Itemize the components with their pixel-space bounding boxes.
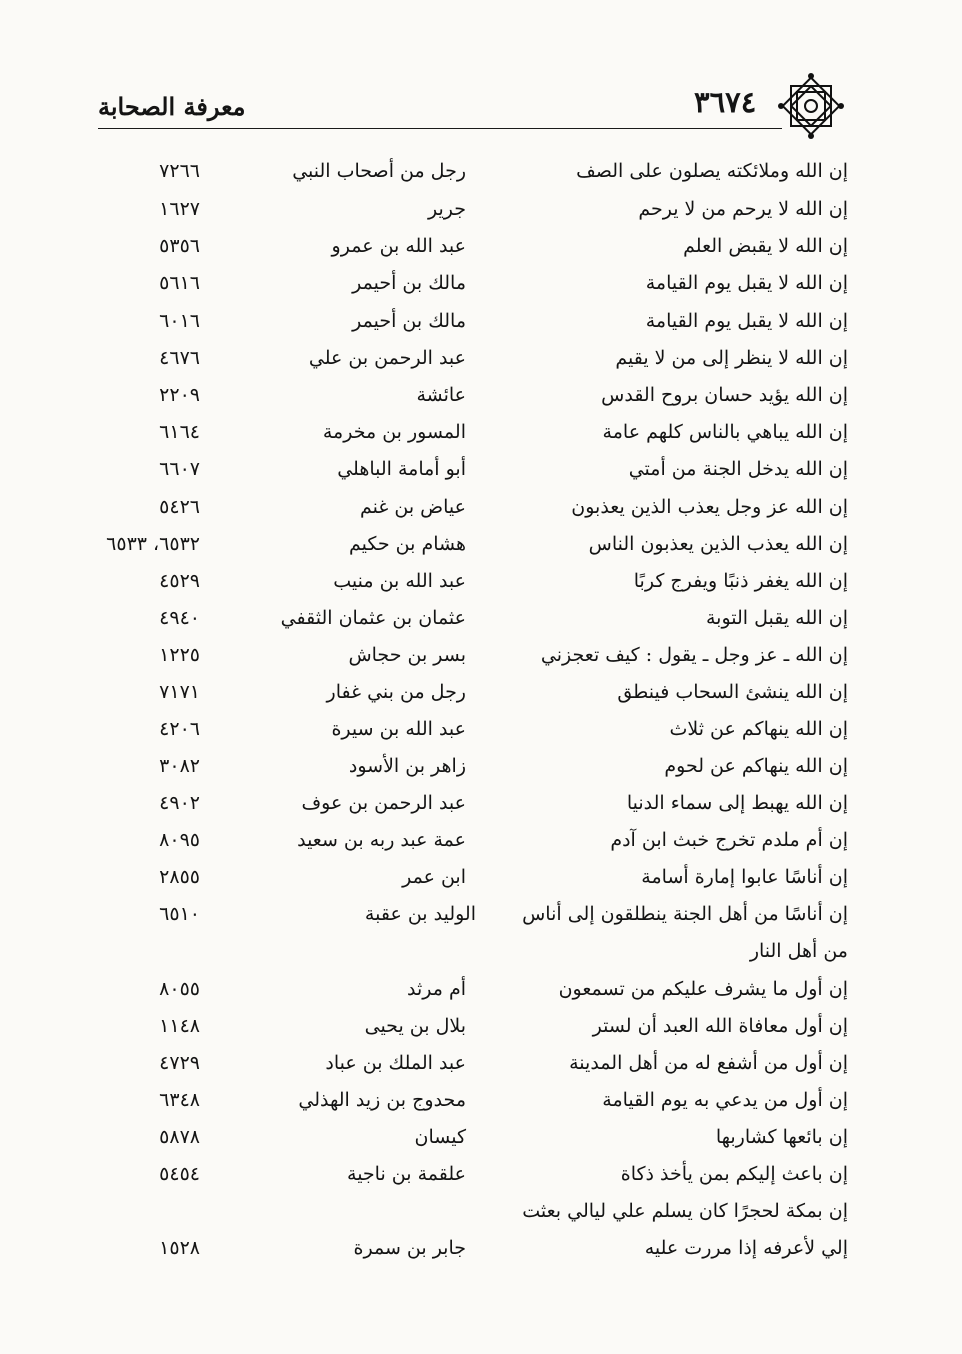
reference-number: ١٦٢٧ (159, 198, 200, 220)
reference-number: ٥٦١٦ (159, 272, 200, 294)
reference-number: ١١٤٨ (159, 1015, 200, 1037)
hadith-text: إن الله لا يقبض العلم (683, 235, 848, 257)
hadith-text: إن أول من أشفع له من أهل المدينة (569, 1052, 848, 1074)
hadith-text: إن الله يقبل التوبة (705, 607, 848, 629)
hadith-text: إن الله يعذب الذين يعذبون الناس (588, 533, 848, 555)
narrator-name: ابن عمر (402, 866, 466, 888)
hadith-text: إن أناسًا من أهل الجنة ينطلقون إلى أناس (522, 903, 848, 925)
index-row (0, 1192, 962, 1230)
index-row (0, 264, 962, 302)
hadith-text: إن أناسًا عابوا إمارة أسامة (641, 866, 848, 888)
page-number: ٣٦٧٤ (694, 85, 757, 119)
reference-number: ٦٣٤٨ (159, 1089, 200, 1111)
reference-number: ٦٥٣٢، ٦٥٣٣ (106, 533, 200, 555)
index-row (0, 302, 962, 340)
index-row (0, 413, 962, 451)
narrator-name: عبد الرحمن بن عوف (301, 792, 466, 814)
reference-number: ٥٤٢٦ (159, 496, 200, 518)
reference-number: ٦٥١٠ (159, 903, 200, 925)
index-row (0, 821, 962, 859)
hadith-text: إن الله لا يقبل يوم القيامة (645, 310, 848, 332)
narrator-name: رجل من أصحاب النبي (292, 160, 466, 182)
narrator-name: كيسان (414, 1126, 466, 1148)
index-row (0, 450, 962, 488)
narrator-name: بلال بن يحيى (364, 1015, 466, 1037)
index-row (0, 747, 962, 785)
reference-number: ١٢٢٥ (159, 644, 200, 666)
hadith-text: إن الله لا يرحم من لا يرحم (638, 198, 848, 220)
reference-number: ٨٠٩٥ (159, 829, 200, 851)
reference-number: ٢٨٥٥ (159, 866, 200, 888)
reference-number: ٦١٦٤ (159, 421, 200, 443)
hadith-text: إن الله ـ عز وجل ـ يقول : كيف تعجزني (540, 644, 848, 666)
index-row (0, 227, 962, 265)
hadith-text: إن الله ينشئ السحاب فينطق (617, 681, 848, 703)
index-row (0, 1081, 962, 1119)
index-row (0, 710, 962, 748)
hadith-text: إن أول من يدعي به يوم القيامة (602, 1089, 848, 1111)
reference-number: ٧٢٦٦ (159, 160, 200, 182)
narrator-name: مالك بن أحيمر (352, 272, 466, 294)
reference-number: ٤٩٤٠ (159, 607, 200, 629)
narrator-name: عمة عبد ربه بن سعيد (297, 829, 466, 851)
narrator-name: زاهر بن الأسود (348, 755, 466, 777)
hadith-text: إن بمكة لحجرًا كان يسلم علي ليالي بعثت (522, 1200, 848, 1222)
narrator-name: عبد الرحمن بن علي (308, 347, 466, 369)
index-row (0, 895, 962, 933)
hadith-text: إن الله عز وجل يعذب الذين يعذبون (571, 496, 848, 518)
reference-number: ٤٦٧٦ (159, 347, 200, 369)
reference-number: ٣٠٨٢ (159, 755, 200, 777)
hadith-text: إن الله ينهاكم عن ثلاث (669, 718, 848, 740)
index-row (0, 488, 962, 526)
narrator-name: عثمان بن عثمان الثقفي (280, 607, 466, 629)
hadith-text: إن الله يدخل الجنة من أمتي (628, 458, 848, 480)
index-row (0, 339, 962, 377)
reference-number: ٢٢٠٩ (159, 384, 200, 406)
narrator-name: علقمة بن ناجية (347, 1163, 466, 1185)
index-row (0, 599, 962, 637)
reference-number: ٨٠٥٥ (159, 978, 200, 1000)
narrator-name: عبد الله بن منيب (333, 570, 466, 592)
reference-number: ٤٢٠٦ (159, 718, 200, 740)
index-row (0, 970, 962, 1008)
hadith-text: إن الله يؤيد حسان بروح القدس (601, 384, 848, 406)
index-row (0, 562, 962, 600)
hadith-text: إن الله وملائكته يصلون على الصف (576, 160, 848, 182)
index-row (0, 784, 962, 822)
reference-number: ٦٦٠٧ (159, 458, 200, 480)
hadith-text: إلي لأعرفه إذا مررت عليه (644, 1237, 848, 1259)
narrator-name: عبد الله بن سيرة (331, 718, 466, 740)
index-row-continuation (0, 932, 962, 970)
hadith-text: إن بائعها كشاربها (715, 1126, 848, 1148)
hadith-text: إن أول معافاة الله العبد أن لستر (592, 1015, 848, 1037)
narrator-name: عبد الله بن عمرو (331, 235, 466, 257)
index-row (0, 152, 962, 190)
reference-number: ٤٧٢٩ (159, 1052, 200, 1074)
narrator-name: عياض بن غنم (360, 496, 466, 518)
hadith-text: من أهل النار (749, 940, 848, 962)
narrator-name: أبو أمامة الباهلي (337, 458, 466, 480)
narrator-name: الوليد بن عقبة (364, 903, 476, 925)
reference-number: ٥٣٥٦ (159, 235, 200, 257)
index-row (0, 673, 962, 711)
narrator-name: أم مرثد (406, 978, 466, 1000)
index-row (0, 636, 962, 674)
narrator-name: هشام بن حكيم (349, 533, 466, 555)
hadith-text: إن أم ملدم تخرج خبث ابن آدم (610, 829, 848, 851)
index-row (0, 525, 962, 563)
index-row (0, 1044, 962, 1082)
narrator-name: جرير (428, 198, 466, 220)
narrator-name: جابر بن سمرة (353, 1237, 466, 1259)
index-row (0, 376, 962, 414)
hadith-text: إن أول ما يشرف عليكم من تسمعون (558, 978, 848, 1000)
reference-number: ٧١٧١ (159, 681, 200, 703)
narrator-name: بسر بن حجاش (348, 644, 466, 666)
narrator-name: عبد الملك بن عباد (325, 1052, 466, 1074)
reference-number: ٤٩٠٢ (159, 792, 200, 814)
narrator-name: رجل من بني غفار (326, 681, 466, 703)
hadith-text: إن الله يغفر ذنبًا ويفرج كربًا (633, 570, 848, 592)
reference-number: ٥٤٥٤ (159, 1163, 200, 1185)
reference-number: ٤٥٢٩ (159, 570, 200, 592)
narrator-name: مالك بن أحيمر (352, 310, 466, 332)
reference-number: ٥٨٧٨ (159, 1126, 200, 1148)
hadith-text: إن باعث إليكم بمن يأخذ ذكاة (620, 1163, 848, 1185)
reference-number: ١٥٢٨ (159, 1237, 200, 1259)
hadith-text: إن الله لا يقبل يوم القيامة (645, 272, 848, 294)
index-row (0, 1118, 962, 1156)
index-row (0, 1155, 962, 1193)
index-row-continuation (0, 1229, 962, 1267)
index-row (0, 1007, 962, 1045)
hadith-text: إن الله يباهي بالناس كلهم عامة (602, 421, 848, 443)
index-row (0, 190, 962, 228)
hadith-text: إن الله ينهاكم عن لحوم (664, 755, 848, 777)
reference-number: ٦٠١٦ (159, 310, 200, 332)
hadith-text: إن الله يهبط إلى سماء الدنيا (626, 792, 848, 814)
narrator-name: محدوج بن زيد الهذلي (298, 1089, 466, 1111)
book-title: معرفة الصحابة (98, 92, 246, 121)
narrator-name: المسور بن مخرمة (322, 421, 466, 443)
hadith-text: إن الله لا ينظر إلى من لا يقيم (615, 347, 848, 369)
index-row (0, 858, 962, 896)
narrator-name: عائشة (416, 384, 466, 406)
